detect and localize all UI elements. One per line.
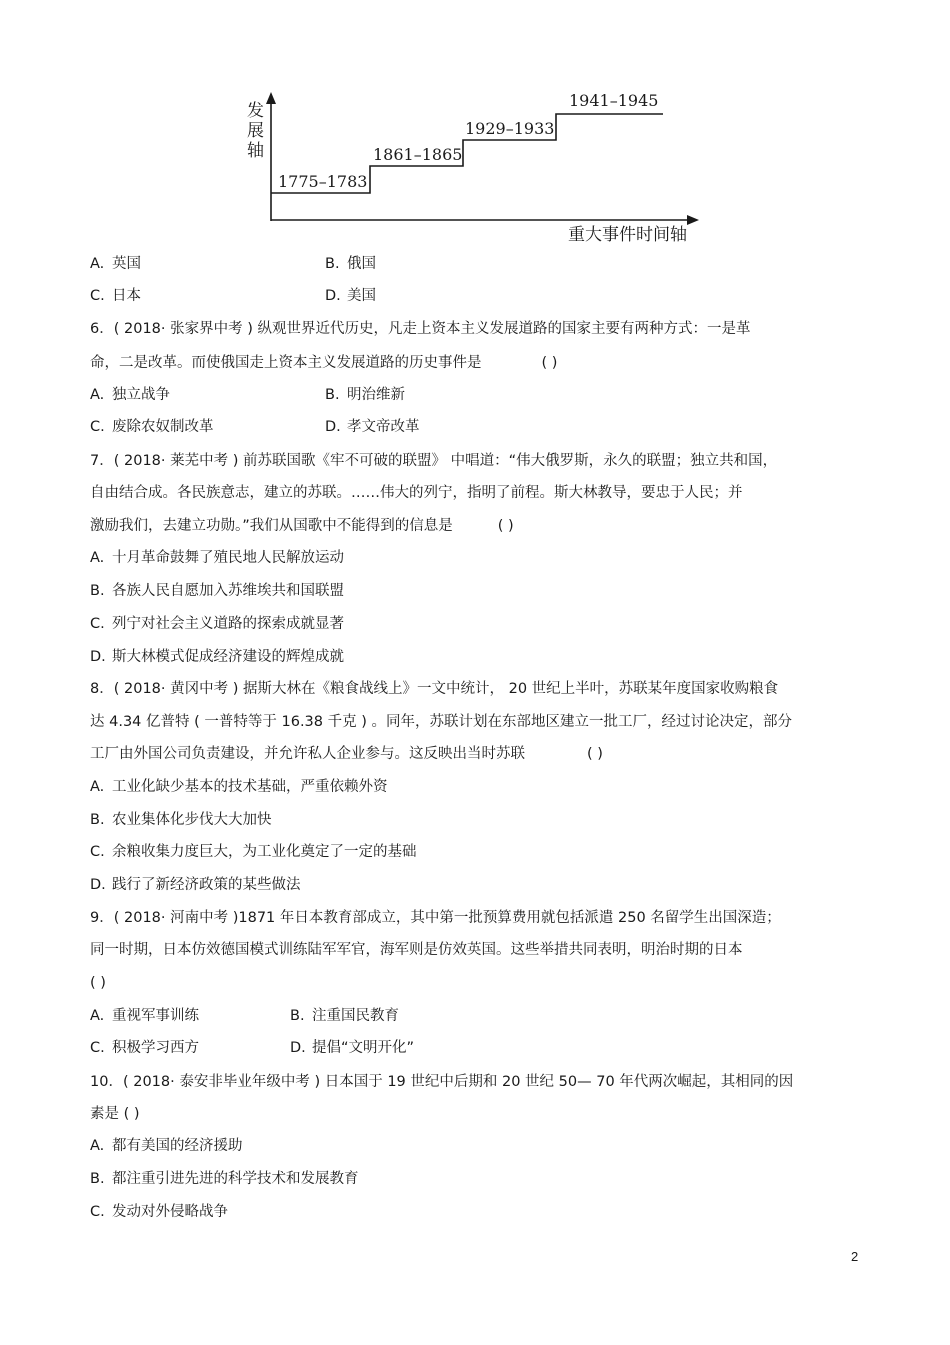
q10-stem-line: 10．( 2018· 泰安非毕业年级中考 ) 日本国于 19 世纪中后期和 20 世纪 50— 70 年代两次崛起，其相同的因 [90, 1074, 794, 1090]
step-label: 1775–1783 [278, 172, 368, 191]
q8-stem-line [90, 742, 603, 766]
step-label: 1929–1933 [465, 119, 555, 138]
q8-option-d [90, 873, 301, 897]
development-staircase-diagram [0, 0, 950, 250]
q8-option-a [90, 775, 388, 799]
option-letter: D. [325, 288, 341, 304]
q7-stem-line: 7．( 2018· 莱芜中考 ) 前苏联国歌《牢不可破的联盟》 中唱道：“伟大俄罗斯，永久的联盟；独立共和国， [90, 453, 778, 469]
option-text: 独立战争 [112, 387, 170, 403]
answer-paren: ( ) [90, 975, 106, 991]
q6-stem-text: 命，二是改革。而使俄国走上资本主义发展道路的历史事件是 [90, 355, 482, 371]
answer-paren: ( ) [497, 518, 514, 534]
option-text: 都注重引进先进的科学技术和发展教育 [112, 1171, 359, 1187]
q8-option-b [90, 808, 272, 832]
q5-option-a [90, 252, 141, 276]
option-letter: A. [90, 256, 105, 272]
q6-option-a [90, 383, 170, 407]
q7-stem-line: 自由结合成。各民族意志，建立的苏联。……伟大的列宁，指明了前程。斯大林教导，要忠于人民；并 [90, 485, 743, 501]
q10-option-c [90, 1200, 228, 1224]
option-letter: B. [325, 256, 340, 272]
option-letter: A. [90, 779, 105, 795]
q5-option-c [90, 284, 141, 308]
option-text: 余粮收集力度巨大，为工业化奠定了一定的基础 [112, 844, 417, 860]
option-letter: B. [290, 1008, 305, 1024]
option-text: 英国 [112, 256, 141, 272]
option-letter: D. [325, 419, 341, 435]
option-letter: B. [90, 583, 105, 599]
page-number: 2 [851, 1249, 859, 1264]
q7-option-a [90, 546, 344, 570]
y-axis-label-char: 发 [247, 101, 264, 121]
q7-option-c [90, 612, 344, 636]
q8-stem-line: 8．( 2018· 黄冈中考 ) 据斯大林在《粮食战线上》一文中统计， 20 世纪上半叶，苏联某年度国家收购粮食 [90, 681, 779, 697]
option-text: 工业化缺少基本的技术基础，严重依赖外资 [112, 779, 388, 795]
option-text: 美国 [347, 288, 376, 304]
q9-option-c [90, 1036, 199, 1060]
q9-option-b [290, 1004, 399, 1028]
q6-stem-line: 6．( 2018· 张家界中考 ) 纵观世界近代历史，凡走上资本主义发展道路的国家主要有两种方式：一是革 [90, 321, 751, 337]
option-letter: B. [90, 812, 105, 828]
x-axis-arrow [687, 215, 699, 225]
q8-stem-line: 达 4.34 亿普特 ( 一普特等于 16.38 千克 ) 。同年，苏联计划在东部地区建立一批工厂，经过讨论决定，部分 [90, 714, 792, 730]
option-text: 日本 [112, 288, 141, 304]
option-text: 各族人民自愿加入苏维埃共和国联盟 [112, 583, 344, 599]
q8-stem-text: 工厂由外国公司负责建设，并允许私人企业参与。这反映出当时苏联 [90, 746, 525, 762]
q6-option-d [325, 415, 420, 439]
q7-option-b [90, 579, 344, 603]
q6-option-c [90, 415, 214, 439]
answer-paren: ( ) [587, 746, 603, 762]
option-letter: C. [90, 844, 105, 860]
option-text: 提倡“文明开化” [312, 1040, 415, 1056]
step-label: 1941–1945 [569, 91, 659, 110]
y-axis-arrow [266, 92, 276, 104]
option-text: 发动对外侵略战争 [112, 1204, 228, 1220]
option-letter: A. [90, 387, 105, 403]
option-text: 废除农奴制改革 [112, 419, 214, 435]
step-label: 1861–1865 [373, 145, 463, 164]
q7-option-d [90, 645, 344, 669]
option-text: 重视军事训练 [112, 1008, 199, 1024]
option-letter: A. [90, 1008, 105, 1024]
option-text: 俄国 [347, 256, 376, 272]
q9-stem-line: 同一时期，日本仿效德国模式训练陆军军官，海军则是仿效英国。这些举措共同表明，明治时期的日本 [90, 942, 743, 958]
option-letter: A. [90, 550, 105, 566]
q5-option-d [325, 284, 376, 308]
q7-stem-line [90, 514, 514, 538]
q6-option-b [325, 383, 405, 407]
option-letter: A. [90, 1138, 105, 1154]
option-text: 农业集体化步伐大大加快 [112, 812, 272, 828]
q10-stem-line: 素是 ( ) [90, 1106, 140, 1122]
option-text: 践行了新经济政策的某些做法 [112, 877, 301, 893]
answer-paren: ( ) [541, 355, 558, 371]
q6-stem-line [90, 351, 557, 375]
x-axis-label: 重大事件时间轴 [568, 225, 687, 245]
option-letter: C. [90, 616, 105, 632]
option-letter: B. [325, 387, 340, 403]
option-letter: C. [90, 288, 105, 304]
q8-option-c [90, 840, 417, 864]
option-text: 列宁对社会主义道路的探索成就显著 [112, 616, 344, 632]
q9-option-d [290, 1036, 414, 1060]
q10-option-a [90, 1134, 243, 1158]
q9-stem-line: 9．( 2018· 河南中考 )1871 年日本教育部成立，其中第一批预算费用就包括派遣 250 名留学生出国深造； [90, 910, 781, 926]
option-text: 十月革命鼓舞了殖民地人民解放运动 [112, 550, 344, 566]
option-text: 都有美国的经济援助 [112, 1138, 243, 1154]
option-letter: D. [290, 1040, 306, 1056]
y-axis-label-char: 展 [247, 121, 264, 141]
option-letter: B. [90, 1171, 105, 1187]
option-letter: D. [90, 649, 106, 665]
option-text: 孝文帝改革 [347, 419, 420, 435]
option-letter: C. [90, 419, 105, 435]
option-letter: D. [90, 877, 106, 893]
option-text: 明治维新 [347, 387, 405, 403]
q10-option-b [90, 1167, 359, 1191]
option-text: 注重国民教育 [312, 1008, 399, 1024]
option-text: 积极学习西方 [112, 1040, 199, 1056]
option-letter: C. [90, 1204, 105, 1220]
y-axis-label-char: 轴 [247, 141, 264, 161]
q5-option-b [325, 252, 376, 276]
option-letter: C. [90, 1040, 105, 1056]
q7-stem-text: 激励我们，去建立功勋。”我们从国歌中不能得到的信息是 [90, 518, 453, 534]
option-text: 斯大林模式促成经济建设的辉煌成就 [112, 649, 344, 665]
q9-option-a [90, 1004, 199, 1028]
diagram-svg [0, 0, 950, 250]
